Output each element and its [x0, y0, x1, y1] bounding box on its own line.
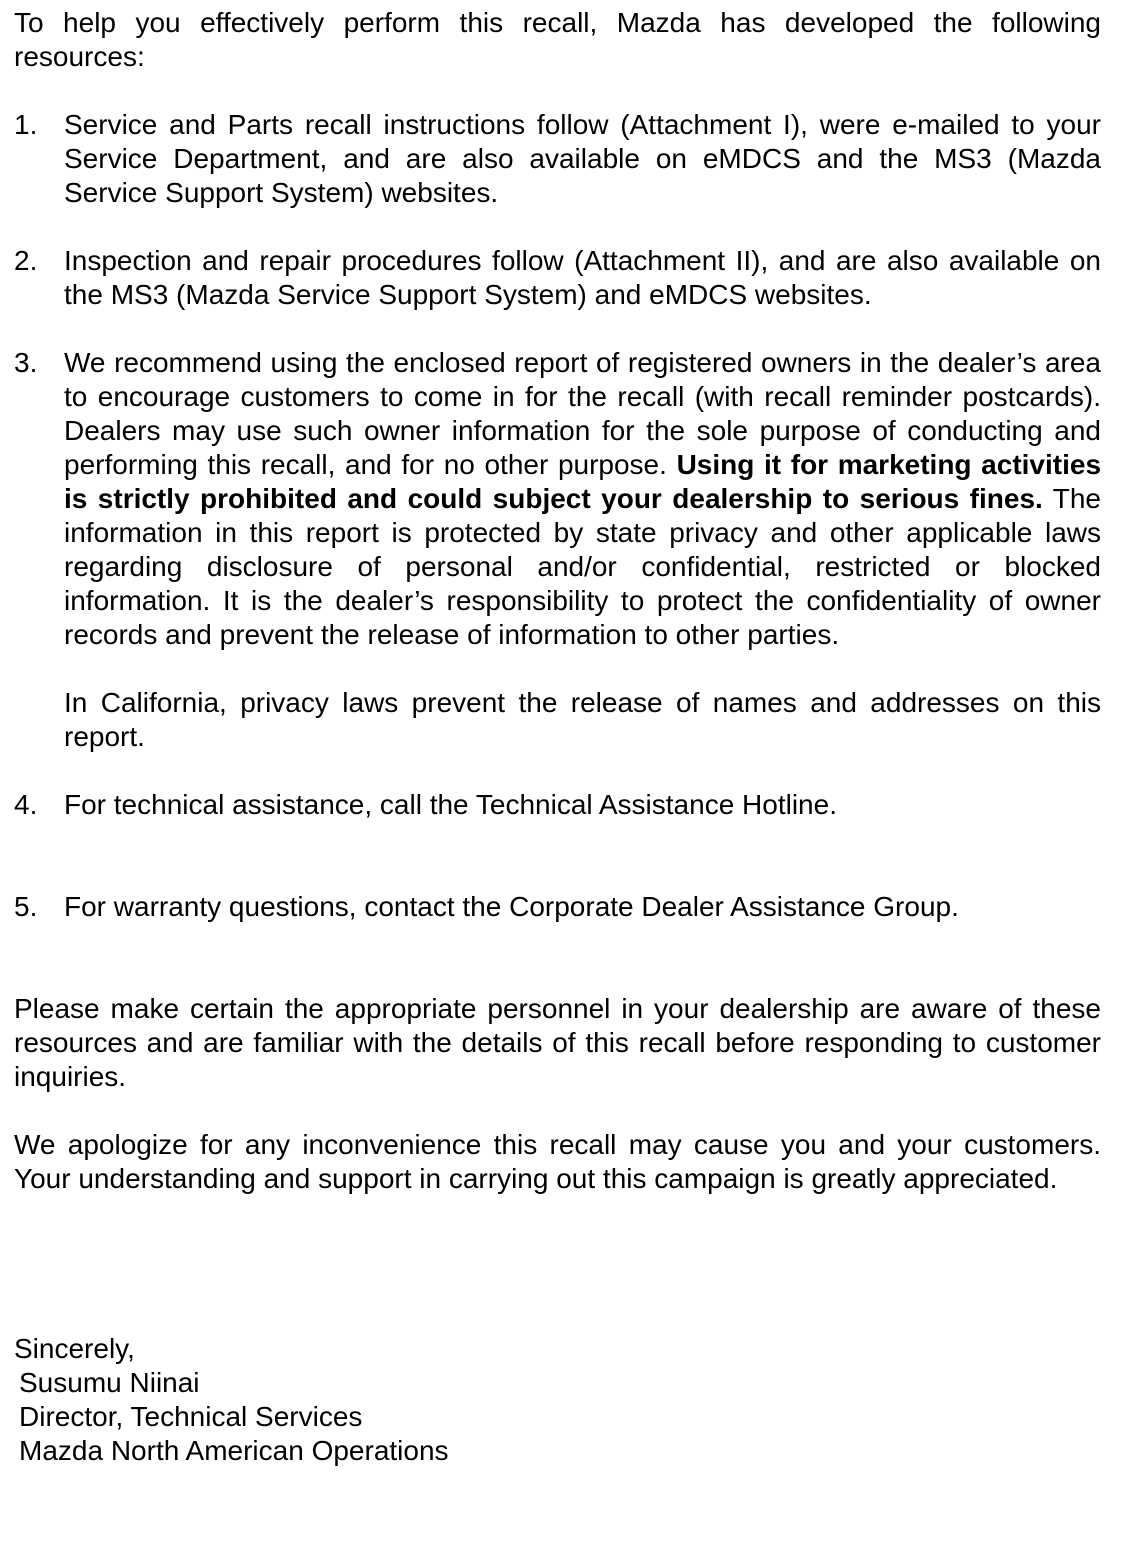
list-item-1	[14, 108, 1101, 210]
list-number: 2.	[14, 245, 38, 276]
signer-name: Susumu Niinai	[19, 1367, 200, 1398]
list-item-text: Service and Parts recall instructions follow (Attachment I), were e-mailed to your Service Department, and are also available on eMDCS and the MS3 (Mazda Service Support System) websites.	[64, 109, 1101, 208]
list-item-5	[14, 890, 1101, 924]
list-number: 4.	[14, 789, 38, 820]
list-item-3	[14, 346, 1101, 754]
warning-bold-text: Using it for marketing activities is strictly prohibited and could subject your dealership to serious fines.	[64, 449, 1102, 514]
list-item-4	[14, 788, 1101, 822]
list-number: 3.	[14, 347, 38, 378]
list-item-2	[14, 244, 1101, 312]
closing-paragraph-2: We apologize for any inconvenience this recall may cause you and your customers. Your understanding and support in carrying out this campaign is greatly appreciated.	[14, 1129, 1101, 1194]
signature-block	[14, 1332, 1101, 1468]
closing-paragraph-1: Please make certain the appropriate personnel in your dealership are aware of these resources and are familiar with the details of this recall before responding to customer inquiries.	[14, 993, 1101, 1092]
california-note: In California, privacy laws prevent the release of names and addresses on this report.	[64, 687, 1101, 752]
list-item-text: For technical assistance, call the Technical Assistance Hotline.	[64, 789, 837, 820]
intro-paragraph: To help you effectively perform this recall, Mazda has developed the following resources:	[14, 7, 1101, 72]
list-number: 1.	[14, 109, 38, 140]
list-item-text	[64, 346, 1101, 652]
list-item-text: For warranty questions, contact the Corporate Dealer Assistance Group.	[64, 891, 959, 922]
signer-title: Director, Technical Services	[19, 1401, 363, 1432]
list-item-text-before-bold: We recommend using the enclosed report of registered owners in the dealer’s area to encourage customers to come in for the recall (with recall reminder postcards). Dealers may use such owner information for the sole purpose of conducting and performing this recall, and for no other purpose.	[64, 347, 1101, 480]
list-item-text: Inspection and repair procedures follow (Attachment II), and are also available on the MS3 (Mazda Service Support System) and eMDCS websites.	[64, 245, 1101, 310]
list-item-text-after-bold: The information in this report is protected by state privacy and other applicable laws regarding disclosure of personal and/or confidential, restricted or blocked information. It is the dealer’s responsibility to protect the confidentiality of owner records and prevent the release of information to other parties.	[64, 483, 1101, 650]
letter-page	[14, 6, 1101, 1468]
list-number: 5.	[14, 891, 38, 922]
signer-organization: Mazda North American Operations	[19, 1435, 449, 1466]
salutation: Sincerely,	[14, 1333, 135, 1364]
